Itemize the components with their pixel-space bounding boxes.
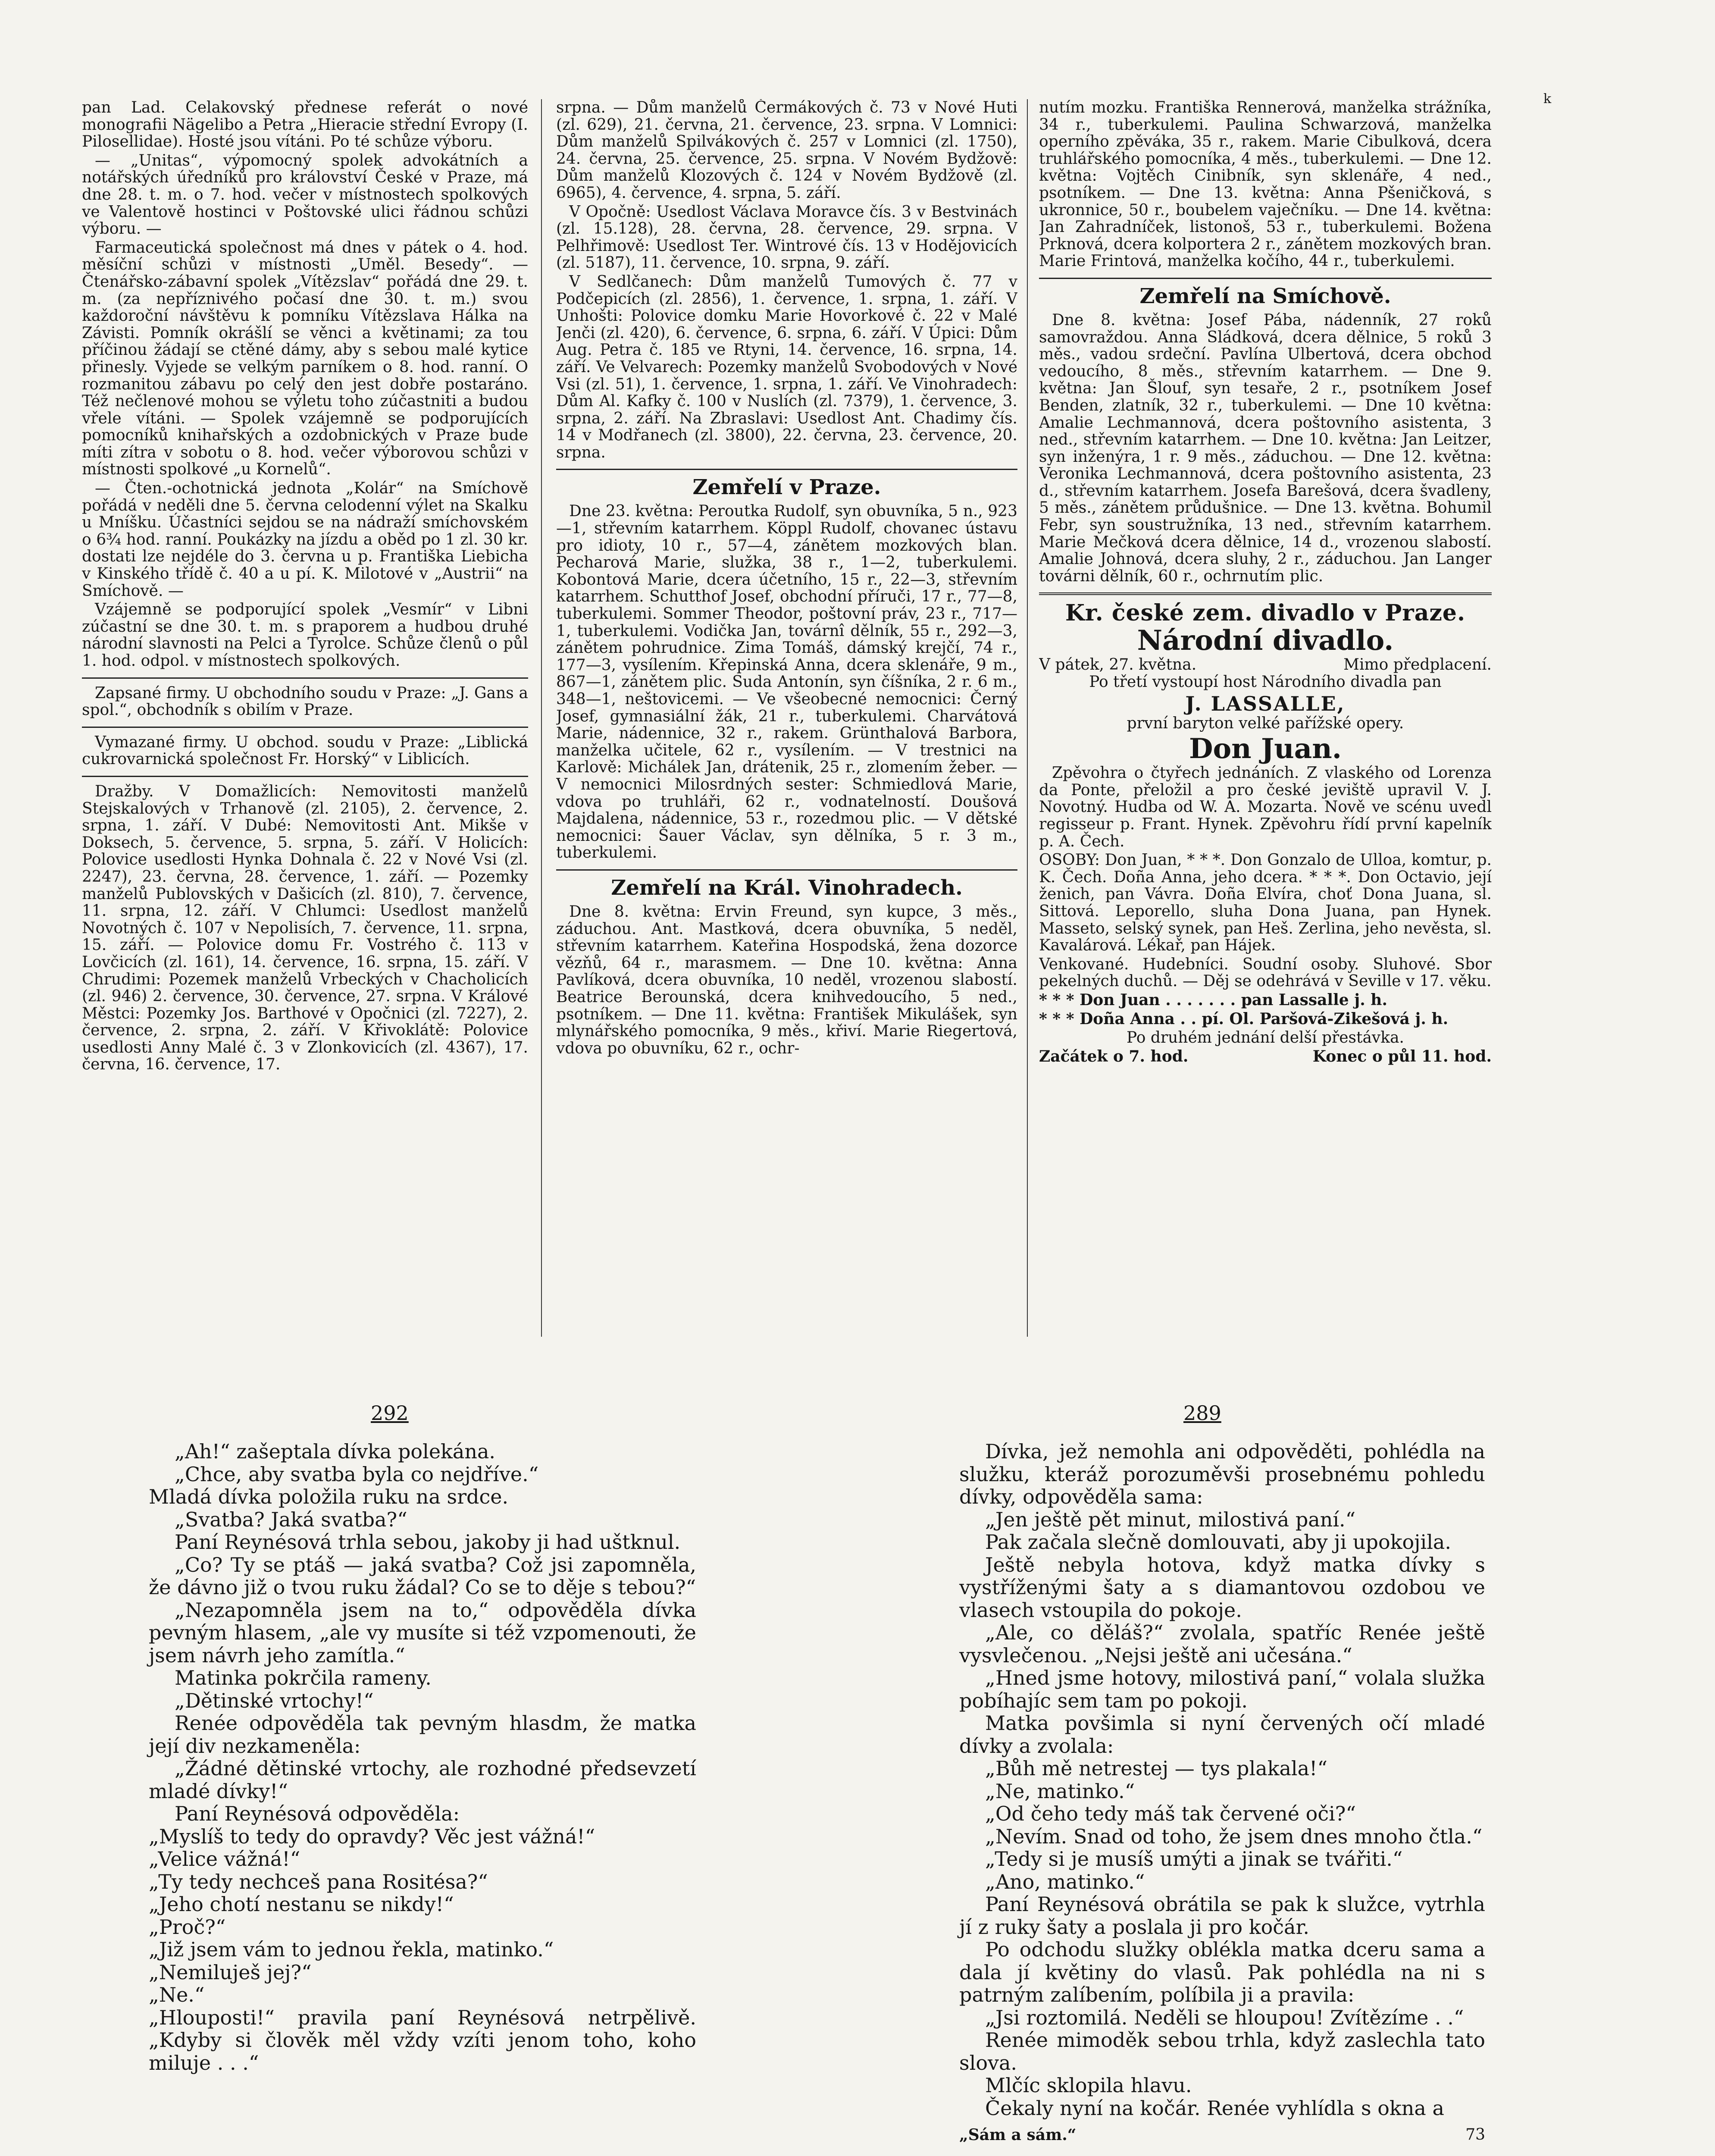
- text-line: „Ne, matinko.“: [985, 1779, 1135, 1803]
- section-heading-vinohrady-deaths: Zemřelí na Král. Vinohradech.: [611, 875, 963, 900]
- text-line: „Myslíš to tedy do opravdy? Věc jest vážná!“: [149, 1824, 595, 1848]
- divider: [556, 469, 1017, 470]
- society-notice: — Čten.-ochotnická jednota „Kolár“ na Smíchově pořádá v neděli dne 5. června celodenní výlet na Skalku u Mníšku. Účastníci sejdou se na nádraží smíchovském o 6¾ hod. ranní. Poukázky na jízdu a oběd po 1 zl. 30 kr. dostati lze nejdéle do 3. června u p. Františka Liebicha v Kinského třídě č. 40 a u pí. K. Milotové v „Austrii“ na Smíchově. —: [82, 479, 528, 600]
- text-line: Po odchodu služky oblékla matka dceru sama a dala jí květiny do vlasů. Pak pohlédla na ni s patrným zalíbením, políbila ji a pravila:: [959, 1938, 1485, 2006]
- text-line: „Bůh mě netrestej — tys plakala!“: [985, 1757, 1328, 1780]
- text-line: „Ale, co děláš?“ zvolala, spatříc Renée ještě vysvlečenou. „Nejsi ještě ani učesána.“: [959, 1621, 1485, 1667]
- intermission-note: Po druhém jednání delší přestávka.: [1126, 1029, 1404, 1047]
- section-heading-prague-deaths: Zemřelí v Praze.: [692, 475, 881, 500]
- signature-number: 73: [1465, 2126, 1485, 2143]
- text-line: Matka povšimla si nyní červených očí mladé dívky a zvolala:: [959, 1711, 1485, 1758]
- corner-mark: k: [1543, 91, 1552, 107]
- section-heading-smichov-deaths: Zemřelí na Smíchově.: [1139, 284, 1391, 308]
- performance-date: V pátek, 27. května.: [1039, 656, 1197, 674]
- newspaper-page: [82, 73, 1492, 1358]
- page-number-left: 292: [371, 1401, 409, 1425]
- deaths-list: Dne 8. května: Josef Pába, nádenník, 27 roků samovraždou. Anna Sládková, dcera dělnice, 5 roků 3 měs., vadou srdeční. Pavlína Ulbertová, dcera obchod vedoucího, 8 měs., střevním katarrhem. — Dne 9. května: Jan Šlouf, syn tesaře, 2 r., psotníkem Josef Benden, zlatník, 32 r., tuberkulemi. — Dne 10 května: Amalie Lechmannová, dcera poštovního asistenta, 3 ned., střevním katarrhem. — Dne 10. května: Jan Leitzer, syn inženýra, 1 r. 9 měs., záduchou. — Dne 12. května: Veronika Lechmannová, dcera poštovního asistenta, 23 d., střevním katarrhem. Josefa Barešová, dcera švadleny, 5 měs., zánětem průdušnice. — Dne 13. května. Bohumil Febr, syn soustružníka, 13 ned., střevním katarrhem. Marie Mečková dcera dělnice, 14 d., vrozenou slabostí. Amalie Johnová, dcera sluhy, 2 r., záduchou. Jan Langer továrni dělník, 60 r., ochrnutím plic.: [1039, 311, 1492, 585]
- text-line: Paní Reynésová odpověděla:: [175, 1802, 460, 1825]
- text-line: „Hlouposti!“ pravila paní Reynésová netrpělivě. „Kdyby si člověk měl vždy vzíti jenom toho, koho miluje . . .“: [149, 2006, 696, 2075]
- book-title-footer: „Sám a sám.“: [959, 2126, 1077, 2144]
- deaths-list: Dne 8. května: Ervin Freund, syn kupce, 3 měs., záduchou. Ant. Mastková, dcera obuvníka, 5 neděl, střevním katarrhem. Kateřina Hospodská, žena dozorce vězňů, 64 r., marasmem. — Dne 10. května: Anna Pavlíková, dcera obuvníka, 10 neděl, vrozenou slabostí. Beatrice Berounská, dcera knihvedoucího, 5 ned., psotníkem. — Dne 11. května: František Mikulášek, syn mlynářského pomocníka, 9 měs., křiví. Marie Riegertová, vdova po obuvníku, 62 r., ochr-: [556, 903, 1017, 1057]
- text-line: „Ne.“: [149, 1983, 205, 2006]
- society-notice: pan Lad. Celakovský přednese referát o nové monografii Nägelibo a Petra „Hieracie střední Evropy (I. Pilosellidae). Hosté jsou vítáni. Po té schůze výboru.: [82, 99, 528, 151]
- text-line: „Již jsem vám to jednou řekla, matinko.“: [149, 1938, 554, 1961]
- guest-intro: Po třetí vystoupí host Národního divadla pan: [1089, 673, 1442, 691]
- text-line: „Jeho chotí nestanu se nikdy!“: [149, 1893, 454, 1916]
- guest-name: J. LASSALLE,: [1185, 692, 1346, 715]
- text-line: „Chce, aby svatba byla co nejdříve.“: [175, 1462, 539, 1486]
- guest-role-1: * * * Don Juan . . . . . . . pan Lassalle j. h.: [1039, 990, 1388, 1009]
- opera-title: Don Juan.: [1189, 733, 1342, 765]
- extras-list: Venkované. Hudebníci. Soudní osoby. Sluhové. Sbor pekelných duchů. — Děj se odehrává v Seville v 17. věku.: [1039, 955, 1492, 990]
- text-line: „Ano, matinko.“: [985, 1870, 1145, 1893]
- auctions-continued: srpna. — Dům manželů Čermákových č. 73 v Nové Huti (zl. 629), 21. června, 21. července, 23. srpna. V Lomnici: Dům manželů Spilvákových č. 257 v Lomnici (zl. 1750), 24. června, 25. července, 25. srpna. V Novém Bydžově: Dům manželů Klozových č. 124 v Novém Bydžově (zl. 6965), 4. července, 4. srpna, 5. září.: [556, 99, 1017, 202]
- text-line: Renée mimoděk sebou trhla, když zaslechla tato slova.: [959, 2028, 1485, 2075]
- registered-firms: Zapsané firmy. U obchodního soudu v Praze: „J. Gans a spol.“, obchodník s obilím v Praze.: [82, 684, 528, 719]
- text-line: „Nevím. Snad od toho, že jsem dnes mnoho čtla.“: [985, 1824, 1483, 1848]
- text-line: Pak začala slečně domlouvati, aby ji upokojila.: [985, 1530, 1451, 1554]
- text-line: Paní Reynésová trhla sebou, jakoby ji had uštknul.: [175, 1530, 681, 1554]
- newspaper-column-3: [1039, 99, 1492, 1337]
- text-line: „Ty tedy nechceš pana Rositésa?“: [149, 1870, 488, 1893]
- deaths-list: nutím mozku. Františka Rennerová, manželka strážníka, 34 r., tuberkulemi. Paulina Schwarzová, manželka operního zpěváka, 35 r., rakem. Marie Cibulková, dcera truhlářského pomocníka, 4 měs., tuberkulemi. — Dne 12. května: Vojtěch Cinibník, syn sklenáře, 4 ned., psotníkem. — Dne 13. května: Anna Pšeničková, s ukronnice, 50 r., boubelem vaječníku. — Dne 14. května: Jan Zahradníček, listonoš, 53 r., tuberkulemi. Božena Prknová, dcera kolportera 2 r., zánětem mozkových bran. Marie Frintová, manželka kočího, 44 r., tuberkulemi.: [1039, 99, 1492, 270]
- newspaper-column-1: [82, 99, 528, 1337]
- text-line: Matinka pokrčila rameny.: [175, 1666, 432, 1689]
- show-times-row: [1039, 1048, 1492, 1065]
- divider: [1039, 592, 1492, 595]
- text-line: „Tedy si je musíš umýti a jinak se tvářiti.“: [985, 1847, 1403, 1871]
- text-line: „Žádné dětinské vrtochy, ale rozhodné předsevzetí mladé dívky!“: [149, 1757, 696, 1803]
- column-rule: [1027, 99, 1028, 1337]
- text-line: „Nemiluješ jej?“: [149, 1960, 312, 1984]
- opera-description: Zpěvohra o čtyřech jednáních. Z vlaského od Lorenza da Ponte, přeložil a pro české jeviště upravil V. J. Novotný. Hudba od W. A. Mozarta. Nově ve scénu uvedl regisseur p. Frant. Hynek. Zpěvohru řídí první kapelník p. A. Čech.: [1039, 764, 1492, 850]
- text-line: Renée odpověděla tak pevným hlasdm, že matka její div nezkameněla:: [149, 1711, 696, 1758]
- text-line: „Nezapomněla jsem na to,“ odpověděla dívka pevným hlasem, „ale vy musíte si též vzpomenouti, že jsem návrh jeho zamítla.“: [149, 1598, 696, 1667]
- theatre-title: Kr. české zem. divadlo v Praze.: [1065, 600, 1466, 627]
- text-line: „Svatba? Jaká svatba?“: [175, 1507, 407, 1531]
- text-line: Paní Reynésová obrátila se pak k služce, vytrhla jí z ruky šaty a poslala ji pro kočár.: [959, 1893, 1485, 1939]
- column-rule: [541, 99, 542, 1337]
- text-line: Mlčíc sklopila hlavu.: [985, 2074, 1192, 2097]
- divider: [82, 677, 528, 679]
- text-line: Mladá dívka položila ruku na srdce.: [149, 1485, 509, 1508]
- end-time: Konec o půl 11. hod.: [1312, 1047, 1492, 1065]
- society-notice: Vzájemně se podporující spolek „Vesmír“ v Libni zúčastní se dne 30. t. m. s praporem a hudbou druhé národní slavnosti na Pelci a Tyrolce. Schůze členů o půl 1. hod. odpol. v místnostech spolkových.: [82, 601, 528, 670]
- page-number-right: 289: [1183, 1401, 1221, 1425]
- performance-date-row: [1039, 656, 1492, 674]
- text-line: „Jen ještě pět minut, milostivá paní.“: [985, 1507, 1356, 1531]
- text-line: „Ah!“ zašeptala dívka polekána.: [175, 1440, 496, 1463]
- guest-role-2: * * * Doña Anna . . pí. Ol. Paršová-Zikešová j. h.: [1039, 1009, 1449, 1028]
- divider: [82, 727, 528, 728]
- auctions-continued: V Opočně: Usedlost Václava Moravce čís. 3 v Bestvinách (zl. 15.128), 28. června, 28. července, 29. srpna. V Pelhřimově: Usedlost Ter. Wintrové čís. 13 v Hodějovicích (zl. 5187), 11. července, 10. srpna, 9. září.: [556, 203, 1017, 272]
- theatre-name: Národní divadlo.: [1137, 624, 1394, 657]
- subscription-note: Mimo předplacení.: [1343, 656, 1492, 674]
- auctions-continued: V Sedlčanech: Dům manželů Tumových č. 77 v Podčepicích (zl. 2856), 1. července, 1. srpna, 1. září. V Unhošti: Polovice domku Marie Hovorkové č. 22 v Malé Jenči (zl. 420), 6. července, 6. srpna, 6. září. V Úpici: Dům Aug. Petra č. 185 ve Rtyni, 14. července, 16. srpna, 14. září. Ve Velvarech: Pozemky manželů Svobodových v Nové Vsi (zl. 51), 1. července, 1. srpna, 1. září. Ve Vinohradech: Dům Al. Kafky č. 100 v Nuslích (zl. 7379), 1. července, 3. srpna, 2. září. Na Zbraslavi: Usedlost Ant. Chadimy čís. 14 v Modřanech (zl. 3800), 22. června, 23. července, 20. srpna.: [556, 273, 1017, 461]
- text-line: „Jsi roztomilá. Neděli se hloupou! Zvítězíme . .“: [985, 2006, 1464, 2029]
- text-line: „Dětinské vrtochy!“: [175, 1689, 374, 1712]
- society-notice: Farmaceutická společnost má dnes v pátek o 4. hod. měsíční schůzi v místnosti „Uměl. Besedy“. — Čtenářsko-zábavní spolek „Vítězslav“ pořádá dne 29. t. m. (za nepříznivého počasí dne 30. t. m.) svou každoroční návštěvu k pomníku Vítězslava Hálka na Závisti. Pomník okrášlí se věnci a květinami; za tou příčinou žádají se ctěné dámy, aby s sebou malé kytice přinesly. Vyjede se velkým parníkem o 8. hod. ranní. O rozmanitou zábavu po celý den jest dobře postaráno. Též nečlenové mohou se výletu toho zúčastniti a budou vřele vítáni. — Spolek vzájemně se podporujících pomocníků knihařských a ozdobnických v Praze bude míti zítra v sobotu o 8. hod. večer výborovou schůzi v místnosti spolkové „u Kornelů“.: [82, 238, 528, 479]
- text-line: Ještě nebyla hotova, když matka dívky s vystříženými šaty a s diamantovou ozdobou ve vlasech vstoupila do pokoje.: [959, 1553, 1485, 1622]
- text-line: Čekaly nyní na kočár. Renée vyhlídla s okna a: [985, 2096, 1444, 2120]
- text-line: „Hned jsme hotovy, milostivá paní,“ volala služka pobíhajíc sem tam po pokoji.: [959, 1666, 1485, 1712]
- deaths-list: Dne 23. května: Peroutka Rudolf, syn obuvníka, 5 n., 923—1, střevním katarrhem. Köppl Rudolf, chovanec ústavu pro idioty, 10 r., 57—4, zánětem mozkových blan. Pecharová Marie, služka, 38 r., 1—2, tuberkulemi. Kobontová Marie, dcera účetního, 15 r., 22—3, střevním katarrhem. Schutthof Josef, obchodní příruči, 17 r., 77—8, tuberkulemi. Sommer Theodor, poštovní práv, 23 r., 717—1, tuberkulemi. Vodička Jan, továrnî dělník, 55 r., 292—3, zánětem pohrudnice. Zima Tomáš, dámský krejčí, 74 r., 177—3, vysílením. Křepinská Anna, dcera sklenáře, 9 m., 867—1, zánětem plic. Suda Antonín, syn číšníka, 2 r. 6 m., 348—1, neštovicemi. — Ve všeobecné nemocnici: Černý Josef, gymnasiální žák, 21 r., tuberkulemi. Charvátová Marie, nádennice, 32 r., rakem. Grünthalová Barbora, manželka učitele, 62 r., vysílením. — V trestnici na Karlově: Michálek Jan, drátenik, 25 r., zlomením žeber. — V nemocnici Milosrdných sester: Schmiedlová Marie, vdova po truhláři, 62 r., vodnatelností. Doušová Majdalena, nádennice, 53 r., rozedmou plic. — V dětské nemocnici: Šauer Václav, syn dělníka, 5 r. 3 m., tuberkulemi.: [556, 502, 1017, 862]
- text-line: „Velice vážná!“: [149, 1847, 300, 1871]
- divider: [82, 776, 528, 777]
- society-notice: — „Unitas“, výpomocný spolek advokátních a notářských úředníků pro království České v Praze, má dne 28. t. m. o 7. hod. večer v místnostech spolkových ve Valentově hostinci v Poštovské ulici řádnou schůzi výboru. —: [82, 151, 528, 238]
- deleted-firms: Vymazané firmy. U obchod. soudu v Praze: „Liblická cukrovarnická společnost Fr. Horský“ v Liblicích.: [82, 733, 528, 768]
- start-time: Začátek o 7. hod.: [1039, 1047, 1189, 1065]
- book-page-left: [149, 1440, 696, 2074]
- divider: [1039, 278, 1492, 279]
- book-page-right: [959, 1440, 1485, 2147]
- guest-title: první baryton velké pařížské opery.: [1127, 714, 1404, 732]
- divider: [556, 869, 1017, 871]
- text-line: „Proč?“: [149, 1915, 226, 1939]
- text-line: Dívka, jež nemohla ani odpověděti, pohlédla na služku, kteráž porozuměvši prosebnému pohledu dívky, odpověděla sama:: [959, 1440, 1485, 1508]
- text-line: „Od čeho tedy máš tak červené oči?“: [985, 1802, 1356, 1825]
- newspaper-column-2: [556, 99, 1017, 1337]
- book-footer: [959, 2124, 1485, 2147]
- text-line: „Co? Ty se ptáš — jaká svatba? Což jsi zapomněla, že dávno již o tvou ruku žádal? Co se to děje s tebou?“: [149, 1553, 696, 1599]
- cast-list: OSOBY: Don Juan, * * *. Don Gonzalo de Ulloa, komtur, p. K. Čech. Doña Anna, jeho dcera. * * *. Don Octavio, její ženich, pan Vávra. Doña Elvíra, choť Dona Juana, sl. Sittová. Leporello, sluha Dona Juana, pan Hynek. Masseto, selský synek, pan Heš. Zerlina, jeho nevěsta, sl. Kavalárová. Lékař, pan Hájek.: [1039, 851, 1492, 955]
- book-spread: [0, 1393, 1715, 2156]
- auctions: Dražby. V Domažlicích: Nemovitosti manželů Stejskalových v Trhanově (zl. 2105), 2. července, 2. srpna, 1. září. V Dubé: Nemovitosti Ant. Mikše v Doksech, 5. července, 5. srpna, 5. září. V Holicích: Polovice usedlosti Hynka Dohnala č. 22 v Nové Vsi (zl. 2247), 23. června, 28. července, 1. září. — Pozemky manželů Publovských v Dašicích (zl. 810), 7. července, 11. srpna, 12. září. V Chlumci: Usedlost manželů Novotných č. 107 v Nepolisích, 7. července, 11. srpna, 15. září. — Polovice domu Fr. Vostrého č. 113 v Lovčicích (zl. 161), 14. července, 16. srpna, 15. září. V Chrudimi: Pozemek manželů Vrbeckých v Chacholicích (zl. 946) 2. července, 30. července, 27. srpna. V Králové Městci: Pozemky Jos. Barthové v Opočnici (zl. 7227), 2. července, 2. srpna, 2. září. V Křivoklátě: Polovice usedlosti Anny Malé č. 3 v Zlonkovicích (zl. 4367), 17. června, 16. července, 17.: [82, 782, 528, 1074]
